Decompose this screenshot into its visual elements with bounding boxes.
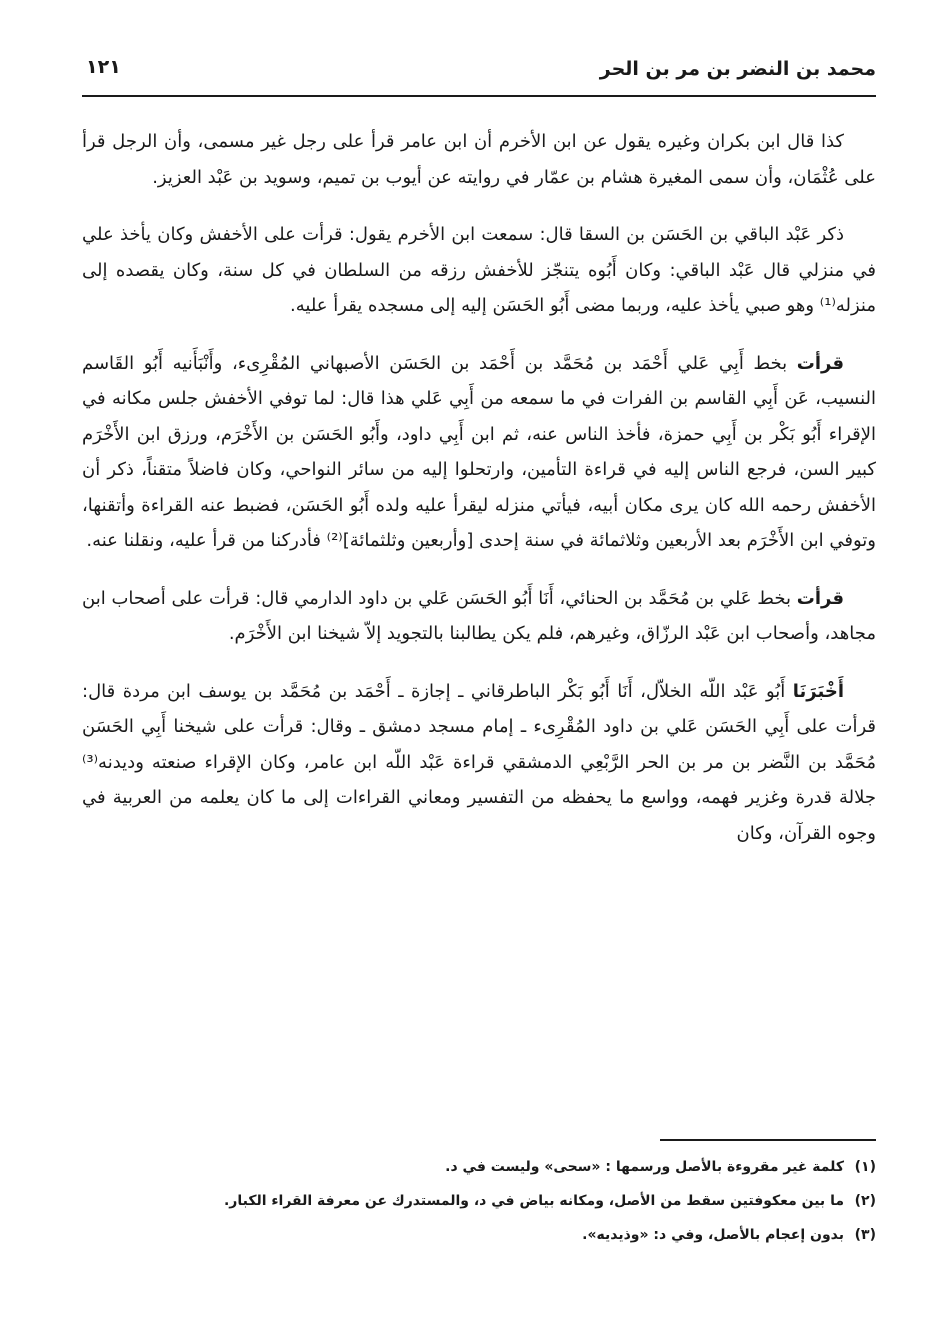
page-number: ١٢١ <box>86 56 121 78</box>
footnote-divider <box>660 1139 876 1141</box>
paragraph-4 <box>82 581 876 652</box>
footnote-text: بدون إعجام بالأصل، وفي د: «وذيديه». <box>582 1227 844 1243</box>
footnote-text: ما بين معكوفتين سقط من الأصل، ومكانه بياض في د، والمستدرك عن معرفة القراء الكبار. <box>223 1193 844 1209</box>
paragraph-1 <box>82 124 876 195</box>
paragraph-3 <box>82 346 876 559</box>
footnote-2 <box>82 1184 876 1218</box>
header-divider <box>82 95 876 97</box>
paragraph-text: أَبُو عَبْد اللّه الخلاّل، أَنَا أَبُو بَكْر الباطرقاني ـ إجازة ـ أَحْمَد بن مُحَمَّد بن يوسف ابن مردة قال: قرأت على أَبِي الحَسَن عَلي بن داود المُقْرِىء ـ إمام مسجد دمشق ـ وقال: قرأت على شيخنا أَبِي الحَسَن مُحَمَّد بن النَّضر بن مر بن الحر الرَّبْعِي الدمشقي قراءة عَبْد اللّه ابن عامر، وكان الإقراء صنعته وديدنه⁽³⁾ جلالة قدرة وغزير فهمه، وواسع ما يحفظه من التفسير ومعاني القراءات إلى ما كان يعلمه من العربية في وجوه القرآن، وكان <box>82 680 876 844</box>
paragraph-2 <box>82 217 876 324</box>
footnotes <box>82 1150 876 1252</box>
footnote-1 <box>82 1150 876 1184</box>
paragraph-5 <box>82 674 876 852</box>
paragraph-lead: أَخْبَرَنَا <box>792 680 844 702</box>
paragraph-lead: قرأت <box>796 352 844 374</box>
paragraph-text: بخط عَلي بن مُحَمَّد بن الحنائي، أَنَا أَبُو الحَسَن عَلي بن داود الدارمي قال: قرأت على أصحاب ابن مجاهد، وأصحاب ابن عَبْد الرزّاق، وغيرهم، فلم يكن يطالبنا بالتجويد إلاّ شيخنا ابن الأَخْرَم. <box>82 587 876 644</box>
running-header <box>82 52 876 92</box>
paragraph-text: ذكر عَبْد الباقي بن الحَسَن بن السقا قال: سمعت ابن الأخرم يقول: قرأت على الأخفش وكان يأخذ علي في منزلي قال عَبْد الباقي: وكان أَبُوه يتنجّز للأخفش رزقه من السلطان في كل سنة، وكان يقصده إلى منزله⁽¹⁾ وهو صبي يأخذ عليه، وربما مضى أَبُو الحَسَن إليه إلى مسجده يقرأ عليه. <box>82 224 876 316</box>
footnote-text: كلمة غير مقروءة بالأصل ورسمها : «سحى» وليست في د. <box>445 1159 844 1175</box>
footnote-number: (٢) <box>854 1193 876 1209</box>
header-title: محمد بن النضر بن مر بن الحر <box>599 58 876 80</box>
footnote-3 <box>82 1218 876 1252</box>
footnote-number: (١) <box>854 1159 876 1175</box>
paragraph-text: كذا قال ابن بكران وغيره يقول عن ابن الأخرم أن ابن عامر قرأ على رجل غير مسمى، وأن الرجل قرأ على عُثْمَان، وأن سمى المغيرة هشام بن عمّار في روايته عن أيوب بن تميم، وسويد بن عَبْد العزيز. <box>82 131 876 188</box>
paragraph-text: بخط أَبِي عَلي أَحْمَد بن مُحَمَّد بن أَحْمَد بن الحَسَن الأصبهاني المُقْرِىء، وأَنْبَأَنيه أَبُو القَاسم النسيب، عَن أَبِي القاسم بن الفرات في ما سمعه من أَبِي عَلي هذا قال: لما توفي الأخفش جلس مكانه في الإقراء أَبُو بَكْر بن أَبِي حمزة، فأخذ الناس عنه، ثم ابن أَبِي داود، وأَبُو الحَسَن بن الأَخْرَم، ورزق ابن الأَخْرَم كبير السن، فرجع الناس إليه في قراءة التأمين، وارتحلوا إليه من سائر النواحي، وكان فاضلاً متقناً، ذكر أن الأخفش رحمه الله كان يرى مكان أبيه، فيأتي منزله ليقرأ عليه ولده أَبُو الحَسَن، فضبط عنه القراءة وأتقنها، وتوفي ابن الأَخْرَم بعد الأربعين وثلاثمائة في سنة إحدى [وأربعين وثلثمائة]⁽²⁾ فأدركنا من قرأ عليه، ونقلنا عنه. <box>82 352 876 551</box>
paragraph-lead: قرأت <box>796 587 844 609</box>
main-text <box>82 124 876 873</box>
footnote-number: (٣) <box>854 1227 876 1243</box>
